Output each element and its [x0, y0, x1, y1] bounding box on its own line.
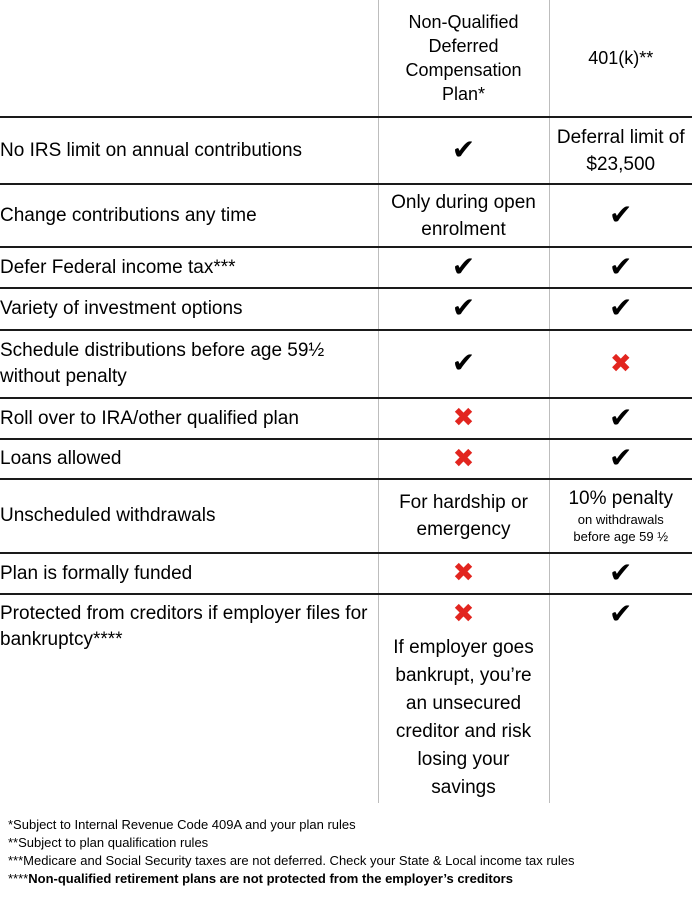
cell-text: Only during open enrolment [391, 191, 536, 240]
table-row [0, 479, 692, 553]
check-icon: ✔ [609, 441, 633, 474]
cell-text: For hardship or emergency [399, 492, 528, 540]
table-row [0, 439, 692, 479]
cell-text: Deferral limit of $23,500 [556, 126, 685, 175]
check-icon: ✔ [451, 249, 476, 283]
k401-cell [549, 553, 692, 594]
penalty-note: on withdrawals before age 59 ½ [573, 512, 669, 544]
nq-cell [378, 117, 549, 184]
check-icon: ✔ [451, 132, 476, 166]
header-empty-cell [0, 0, 378, 117]
nq-cell [378, 398, 549, 439]
row-label: Plan is formally funded [0, 553, 378, 594]
row-label: Change contributions any time [0, 184, 378, 247]
table-row [0, 288, 692, 330]
footnote: ***Medicare and Social Security taxes are not deferred. Check your State & Local income tax rules [8, 853, 575, 868]
header-nq-plan: Non-Qualified Deferred Compensation Plan* [378, 0, 549, 117]
k401-cell [549, 117, 692, 184]
row-label: Unscheduled withdrawals [0, 479, 378, 553]
k401-cell [549, 398, 692, 439]
table-row [0, 330, 692, 398]
row-label: Loans allowed [0, 439, 378, 479]
row-label: Schedule distributions before age 59½ without penalty [0, 330, 378, 398]
k401-cell [549, 439, 692, 479]
header-401k: 401(k)** [549, 0, 692, 117]
nq-cell [378, 288, 549, 330]
table-row [0, 594, 692, 803]
k401-cell [549, 479, 692, 553]
table-row [0, 184, 692, 247]
nq-cell [378, 479, 549, 553]
table-row [0, 247, 692, 288]
row-label: Protected from creditors if employer files for bankruptcy**** [0, 594, 378, 803]
footnote: *Subject to Internal Revenue Code 409A and your plan rules [8, 817, 356, 832]
table-row [0, 117, 692, 184]
k401-cell [549, 594, 692, 803]
nq-cell [378, 247, 549, 288]
table-row [0, 398, 692, 439]
check-icon: ✔ [451, 291, 476, 324]
cross-icon: ✖ [452, 558, 475, 588]
footnote-prefix: **** [8, 871, 29, 886]
footnote-bold: Non-qualified retirement plans are not protected from the employer’s creditors [28, 871, 513, 886]
cross-icon: ✖ [609, 348, 632, 379]
footnotes [8, 816, 688, 888]
cross-icon: ✖ [452, 403, 475, 433]
nq-cell [378, 184, 549, 247]
footnote: **Subject to plan qualification rules [8, 835, 209, 850]
row-label: Defer Federal income tax*** [0, 247, 378, 288]
check-icon: ✔ [609, 597, 633, 630]
nq-cell [378, 594, 549, 803]
row-label: No IRS limit on annual contributions [0, 117, 378, 184]
k401-cell [549, 288, 692, 330]
check-icon: ✔ [609, 249, 633, 283]
penalty-text: 10% penalty [568, 488, 674, 509]
check-icon: ✔ [609, 291, 633, 324]
check-icon: ✔ [451, 346, 476, 379]
table-row [0, 553, 692, 594]
nq-cell [378, 330, 549, 398]
nq-cell [378, 439, 549, 479]
cross-icon: ✖ [452, 443, 475, 474]
k401-cell [549, 184, 692, 247]
footnote [8, 870, 688, 888]
cell-text: If employer goes bankrupt, you’re an unsecured creditor and risk losing your savings [393, 637, 534, 798]
row-label: Roll over to IRA/other qualified plan [0, 398, 378, 439]
k401-cell [549, 330, 692, 398]
check-icon: ✔ [609, 555, 633, 589]
cross-icon: ✖ [452, 599, 475, 629]
nq-cell [378, 553, 549, 594]
k401-cell [549, 247, 692, 288]
check-icon: ✔ [609, 400, 633, 434]
check-icon: ✔ [609, 197, 633, 231]
row-label: Variety of investment options [0, 288, 378, 330]
header-row [0, 0, 692, 117]
